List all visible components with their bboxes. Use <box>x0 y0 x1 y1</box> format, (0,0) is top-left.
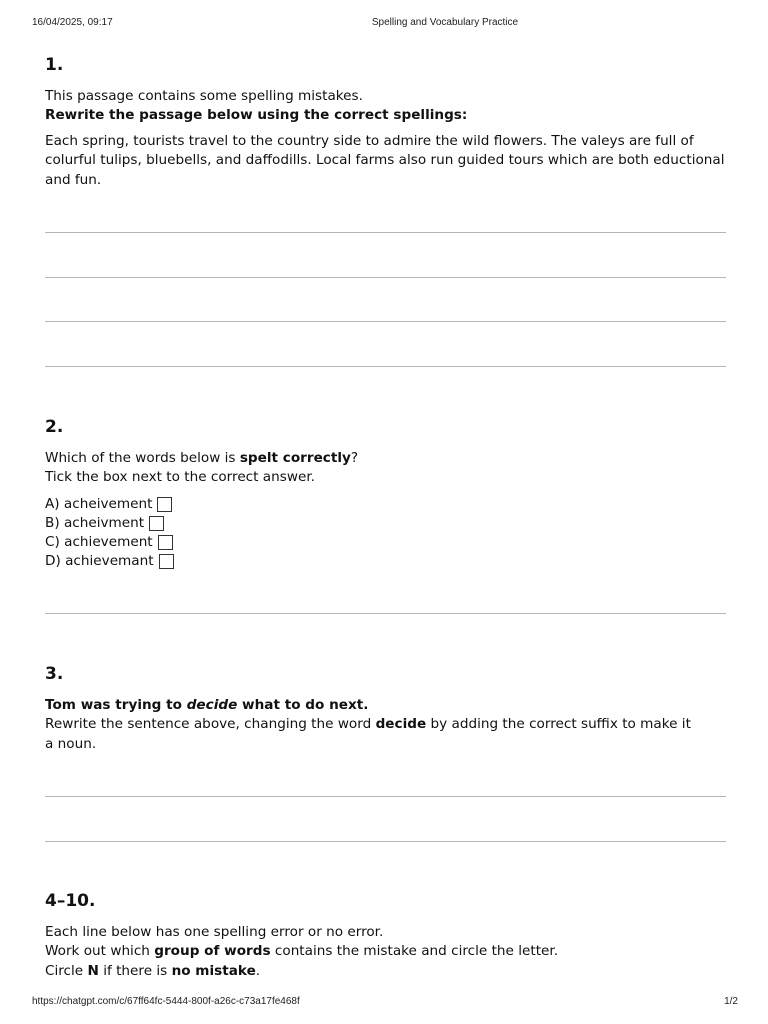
answer-line[interactable] <box>45 796 726 797</box>
question-3-sentence <box>45 696 368 716</box>
tick-box[interactable] <box>149 516 164 531</box>
answer-line[interactable] <box>45 841 726 842</box>
question-3-instruction <box>45 715 691 735</box>
instruction-emphasis: no mistake <box>171 963 256 979</box>
question-4-10-line-2 <box>45 942 558 962</box>
passage-line-3: and fun. <box>45 172 102 188</box>
option-c <box>45 533 173 552</box>
question-2-number: 2. <box>45 417 64 437</box>
instruction-text: if there is <box>98 963 172 979</box>
page-number: 1/2 <box>724 996 738 1007</box>
question-4-10-line-3 <box>45 962 260 982</box>
option-b <box>45 514 164 533</box>
print-datetime: 16/04/2025, 09:17 <box>32 17 113 28</box>
instruction-text: Work out which <box>45 943 155 959</box>
page-url: https://chatgpt.com/c/67ff64fc-5444-800f-a26c-c73a17fe468f <box>32 996 300 1007</box>
tick-box[interactable] <box>158 535 173 550</box>
instruction-emphasis: decide <box>375 716 427 732</box>
instruction-text: . <box>255 963 261 979</box>
prompt-emphasis: spelt correctly <box>239 450 351 466</box>
passage-line-2: colurful tulips, bluebells, and daffodills. Local farms also run guided tours which are both eductional <box>45 152 725 168</box>
question-1-number: 1. <box>45 55 64 75</box>
instruction-emphasis: group of words <box>154 943 271 959</box>
page-title: Spelling and Vocabulary Practice <box>371 17 519 28</box>
instruction-text: Circle <box>45 963 88 979</box>
section-divider <box>45 613 726 614</box>
question-2-prompt <box>45 449 358 469</box>
sentence-text: Tom was trying to <box>45 697 187 713</box>
prompt-text: ? <box>350 450 359 466</box>
option-d <box>45 552 174 571</box>
question-2-instruction: Tick the box next to the correct answer. <box>45 469 315 485</box>
instruction-text: Rewrite the sentence above, changing the word <box>45 716 376 732</box>
question-3-number: 3. <box>45 664 64 684</box>
question-4-10-line-1: Each line below has one spelling error or no error. <box>45 924 384 940</box>
option-a <box>45 495 172 514</box>
prompt-text: Which of the words below is <box>45 450 240 466</box>
sentence-emphasis: decide <box>186 697 238 713</box>
option-label: C) achievement <box>45 534 153 550</box>
answer-line[interactable] <box>45 232 726 233</box>
passage-line-1: Each spring, tourists travel to the country side to admire the wild flowers. The valeys are full of <box>45 133 694 149</box>
instruction-text: by adding the correct suffix to make it <box>426 716 691 732</box>
question-4-10-number: 4–10. <box>45 891 96 911</box>
answer-line[interactable] <box>45 277 726 278</box>
tick-box[interactable] <box>157 497 172 512</box>
sentence-text: what to do next. <box>237 697 369 713</box>
answer-line[interactable] <box>45 321 726 322</box>
question-3-instruction-cont: a noun. <box>45 736 97 752</box>
option-label: A) acheivement <box>45 496 153 512</box>
option-label: B) acheivment <box>45 515 145 531</box>
question-1-intro: This passage contains some spelling mistakes. <box>45 88 363 104</box>
question-1-instruction: Rewrite the passage below using the correct spellings: <box>45 107 468 123</box>
option-label: D) achievemant <box>45 553 154 569</box>
instruction-emphasis: N <box>87 963 99 979</box>
instruction-text: contains the mistake and circle the letter. <box>270 943 559 959</box>
answer-line[interactable] <box>45 366 726 367</box>
tick-box[interactable] <box>159 554 174 569</box>
